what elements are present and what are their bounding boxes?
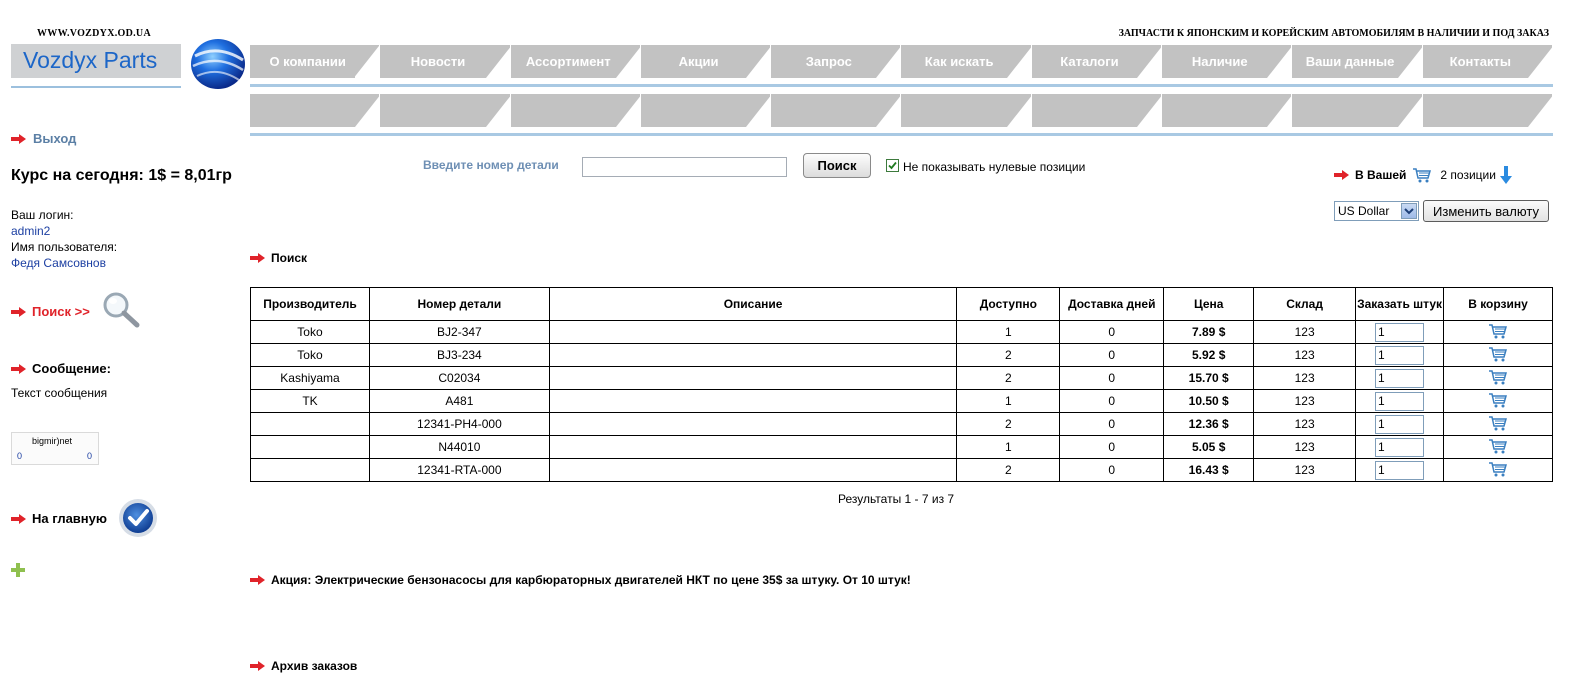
cell-stock: 123: [1254, 344, 1356, 367]
arrow-right-icon: [250, 575, 266, 585]
nav-label: Контакты: [1449, 54, 1511, 69]
search-section-title: [250, 251, 307, 265]
nav-how-to-search[interactable]: [901, 45, 1030, 78]
nav-news[interactable]: [380, 45, 509, 78]
tab-divider: [486, 45, 512, 78]
cell-available: 1: [957, 390, 1060, 413]
cell-price: 10.50 $: [1164, 390, 1254, 413]
logo-divider: [11, 86, 181, 88]
cell-delivery: 0: [1060, 413, 1164, 436]
cell-delivery: 0: [1060, 459, 1164, 482]
counter-right-value: 0: [86, 451, 92, 461]
nav-label: Акции: [678, 54, 719, 69]
currency-selected: US Dollar: [1338, 204, 1390, 218]
nav-label: Ассортимент: [525, 54, 611, 69]
currency-select[interactable]: [1334, 201, 1419, 221]
cell-description: [549, 321, 957, 344]
nav-contacts[interactable]: [1423, 45, 1552, 78]
checkmark-icon[interactable]: [117, 497, 159, 539]
plus-icon[interactable]: [11, 563, 25, 577]
tab-divider: [616, 94, 642, 127]
cell-price: 7.89 $: [1164, 321, 1254, 344]
tab-divider: [746, 45, 772, 78]
col-price-header[interactable]: Цена: [1164, 288, 1254, 321]
cell-part: 12341-PH4-000: [369, 413, 549, 436]
nav-label: О компании: [269, 54, 346, 69]
cell-cart: [1444, 321, 1553, 344]
site-tagline: ЗАПЧАСТИ К ЯПОНСКИМ И КОРЕЙСКИМ АВТОМОБИЛЯМ В НАЛИЧИИ И ПОД ЗАКАЗ: [1118, 28, 1549, 39]
cell-part: BJ2-347: [369, 321, 549, 344]
table-row: [251, 344, 1553, 367]
promo-section[interactable]: [250, 573, 911, 587]
qty-input[interactable]: [1375, 369, 1424, 388]
add-to-cart-icon[interactable]: [1488, 392, 1508, 408]
nav-assortment[interactable]: [511, 45, 640, 78]
tab-divider: [1398, 94, 1424, 127]
nav-promotions[interactable]: [641, 45, 770, 78]
tab-divider: [1267, 45, 1293, 78]
cell-maker: [251, 436, 370, 459]
cell-price: 16.43 $: [1164, 459, 1254, 482]
cart-summary[interactable]: [1334, 166, 1512, 184]
bigmir-counter[interactable]: [11, 432, 99, 465]
table-row: [251, 367, 1553, 390]
change-currency-button[interactable]: Изменить валюту: [1423, 200, 1549, 222]
nav-divider: [250, 133, 1553, 136]
cell-cart: [1444, 344, 1553, 367]
cart-count: 2 позиции: [1440, 168, 1496, 182]
qty-input[interactable]: [1375, 346, 1424, 365]
cell-qty: [1356, 367, 1444, 390]
add-to-cart-icon[interactable]: [1488, 438, 1508, 454]
hide-zero-label: Не показывать нулевые позиции: [903, 160, 1086, 174]
arrow-right-icon: [11, 307, 27, 317]
cell-part: C02034: [369, 367, 549, 390]
cell-delivery: 0: [1060, 344, 1164, 367]
table-header-row: [251, 288, 1553, 321]
cart-label: В Вашей: [1355, 168, 1407, 182]
home-link[interactable]: [11, 511, 107, 526]
qty-input[interactable]: [1375, 461, 1424, 480]
cell-maker: Toko: [251, 344, 370, 367]
logout-link[interactable]: [11, 131, 76, 146]
nav-label: Каталоги: [1060, 54, 1119, 69]
tab-divider: [355, 94, 381, 127]
cell-stock: 123: [1254, 321, 1356, 344]
tab-divider: [1007, 94, 1033, 127]
tab-divider: [1137, 94, 1163, 127]
cell-delivery: 0: [1060, 321, 1164, 344]
sidebar-search-label: Поиск >>: [32, 304, 90, 319]
arrow-right-icon: [250, 661, 266, 671]
search-button[interactable]: Поиск: [803, 153, 871, 178]
col-add-to-cart-header: В корзину: [1444, 288, 1553, 321]
tab-divider: [1137, 45, 1163, 78]
cell-available: 2: [957, 367, 1060, 390]
chevron-down-icon: [1401, 203, 1417, 219]
tab-divider: [876, 45, 902, 78]
cell-description: [549, 367, 957, 390]
cell-delivery: 0: [1060, 367, 1164, 390]
cell-available: 2: [957, 413, 1060, 436]
qty-input[interactable]: [1375, 392, 1424, 411]
tab-divider: [355, 45, 381, 78]
home-link-label: На главную: [32, 511, 107, 526]
logo-globe-icon: [185, 34, 247, 92]
arrow-down-icon[interactable]: [1500, 166, 1512, 184]
nav-label: Ваши данные: [1305, 54, 1395, 69]
results-count: Результаты 1 - 7 из 7: [838, 492, 955, 506]
order-archive-label: Архив заказов: [271, 659, 358, 673]
nav-label: Наличие: [1191, 54, 1248, 69]
add-to-cart-icon[interactable]: [1488, 415, 1508, 431]
secondary-nav-tab: [1423, 94, 1552, 127]
cell-description: [549, 390, 957, 413]
cell-cart: [1444, 436, 1553, 459]
tab-divider: [746, 94, 772, 127]
secondary-nav-tab: [1032, 94, 1161, 127]
check-icon: [887, 160, 898, 171]
tab-divider: [1267, 94, 1293, 127]
cart-icon: [1412, 167, 1432, 183]
nav-request[interactable]: [771, 45, 900, 78]
cell-available: 2: [957, 344, 1060, 367]
cell-part: N44010: [369, 436, 549, 459]
add-to-cart-icon[interactable]: [1488, 461, 1508, 477]
table-row: [251, 436, 1553, 459]
tab-divider: [1528, 45, 1554, 78]
secondary-nav-tab: [1162, 94, 1291, 127]
arrow-right-icon: [11, 134, 27, 144]
cell-delivery: 0: [1060, 390, 1164, 413]
cell-price: 15.70 $: [1164, 367, 1254, 390]
cell-maker: [251, 413, 370, 436]
cell-qty: [1356, 321, 1444, 344]
qty-input[interactable]: [1375, 323, 1424, 342]
table-row: [251, 321, 1553, 344]
add-to-cart-icon[interactable]: [1488, 323, 1508, 339]
arrow-right-icon: [11, 514, 27, 524]
cell-stock: 123: [1254, 413, 1356, 436]
user-name-label: Имя пользователя:: [11, 240, 118, 254]
order-archive-link[interactable]: [250, 659, 357, 673]
table-row: [251, 390, 1553, 413]
cell-available: 1: [957, 436, 1060, 459]
col-available-header[interactable]: Доступно: [957, 288, 1060, 321]
cell-qty: [1356, 390, 1444, 413]
table-row: [251, 413, 1553, 436]
secondary-nav-tab: [380, 94, 509, 127]
tab-divider: [486, 94, 512, 127]
user-info: [11, 207, 117, 271]
cell-cart: [1444, 459, 1553, 482]
cell-maker: Toko: [251, 321, 370, 344]
cell-part: A481: [369, 390, 549, 413]
add-to-cart-icon[interactable]: [1488, 369, 1508, 385]
nav-divider: [250, 84, 1553, 87]
cell-part: BJ3-234: [369, 344, 549, 367]
nav-label: Как искать: [924, 54, 994, 69]
nav-availability[interactable]: [1162, 45, 1291, 78]
cell-cart: [1444, 367, 1553, 390]
col-maker-header[interactable]: Производитель: [251, 288, 370, 321]
promo-text: Акция: Электрические бензонасосы для карбюраторных двигателей НКТ по цене 35$ за штуку. От 10 штук!: [271, 573, 911, 587]
login-value: admin2: [11, 224, 51, 238]
col-part-header[interactable]: Номер детали: [369, 288, 549, 321]
tab-divider: [616, 45, 642, 78]
cell-stock: 123: [1254, 390, 1356, 413]
nav-about[interactable]: [250, 45, 379, 78]
qty-input[interactable]: [1375, 438, 1424, 457]
qty-input[interactable]: [1375, 415, 1424, 434]
arrow-right-icon: [11, 364, 27, 374]
sidebar-search-link[interactable]: [11, 304, 90, 319]
main-nav: [250, 45, 1553, 78]
magnifier-icon[interactable]: [99, 289, 143, 331]
part-number-input[interactable]: [582, 157, 787, 177]
tab-divider: [1528, 94, 1554, 127]
nav-your-data[interactable]: [1292, 45, 1421, 78]
cell-available: 1: [957, 321, 1060, 344]
cell-qty: [1356, 459, 1444, 482]
cell-maker: [251, 459, 370, 482]
message-text: Текст сообщения: [11, 386, 108, 400]
tab-divider: [1398, 45, 1424, 78]
cell-part: 12341-RTA-000: [369, 459, 549, 482]
search-section-label: Поиск: [271, 251, 308, 265]
counter-brand: bigmir)net: [32, 436, 73, 446]
secondary-nav-tab: [511, 94, 640, 127]
add-to-cart-icon[interactable]: [1488, 346, 1508, 362]
table-row: [251, 459, 1553, 482]
col-delivery-header[interactable]: Доставка дней: [1060, 288, 1164, 321]
cell-maker: Kashiyama: [251, 367, 370, 390]
secondary-nav: [250, 94, 1553, 127]
results-table: [250, 287, 1553, 482]
secondary-nav-tab: [250, 94, 379, 127]
message-title-label: Сообщение:: [32, 361, 111, 376]
cell-description: [549, 413, 957, 436]
cell-qty: [1356, 344, 1444, 367]
cell-qty: [1356, 436, 1444, 459]
col-qty-header: Заказать штук: [1356, 288, 1444, 321]
cell-stock: 123: [1254, 367, 1356, 390]
secondary-nav-tab: [901, 94, 1030, 127]
arrow-right-icon: [1334, 170, 1350, 180]
cell-description: [549, 344, 957, 367]
col-stock-header[interactable]: Склад: [1254, 288, 1356, 321]
cell-price: 5.92 $: [1164, 344, 1254, 367]
message-title: [11, 361, 111, 376]
cell-available: 2: [957, 459, 1060, 482]
nav-label: Новости: [410, 54, 466, 69]
cell-cart: [1444, 413, 1553, 436]
logo-text: Vozdyx Parts: [23, 47, 158, 73]
tab-divider: [876, 94, 902, 127]
logout-label: Выход: [33, 131, 77, 146]
cell-price: 12.36 $: [1164, 413, 1254, 436]
col-description-header[interactable]: Описание: [549, 288, 957, 321]
user-name-value: Федя Самсовнов: [11, 256, 106, 270]
cell-description: [549, 459, 957, 482]
secondary-nav-tab: [641, 94, 770, 127]
tab-divider: [1007, 45, 1033, 78]
cell-cart: [1444, 390, 1553, 413]
cell-price: 5.05 $: [1164, 436, 1254, 459]
search-label: Введите номер детали: [423, 158, 559, 172]
logo[interactable]: [11, 44, 181, 78]
cell-delivery: 0: [1060, 436, 1164, 459]
login-label: Ваш логин:: [11, 208, 74, 222]
site-url: WWW.VOZDYX.OD.UA: [37, 28, 151, 39]
nav-catalogs[interactable]: [1032, 45, 1161, 78]
exchange-rate: Курс на сегодня: 1$ = 8,01гр: [11, 167, 232, 184]
cell-qty: [1356, 413, 1444, 436]
cell-stock: 123: [1254, 436, 1356, 459]
secondary-nav-tab: [771, 94, 900, 127]
counter-left-value: 0: [17, 451, 23, 461]
nav-label: Запрос: [805, 54, 852, 69]
secondary-nav-tab: [1292, 94, 1421, 127]
arrow-right-icon: [250, 253, 266, 263]
cell-stock: 123: [1254, 459, 1356, 482]
cell-description: [549, 436, 957, 459]
hide-zero-checkbox[interactable]: [886, 159, 899, 172]
cell-maker: TK: [251, 390, 370, 413]
